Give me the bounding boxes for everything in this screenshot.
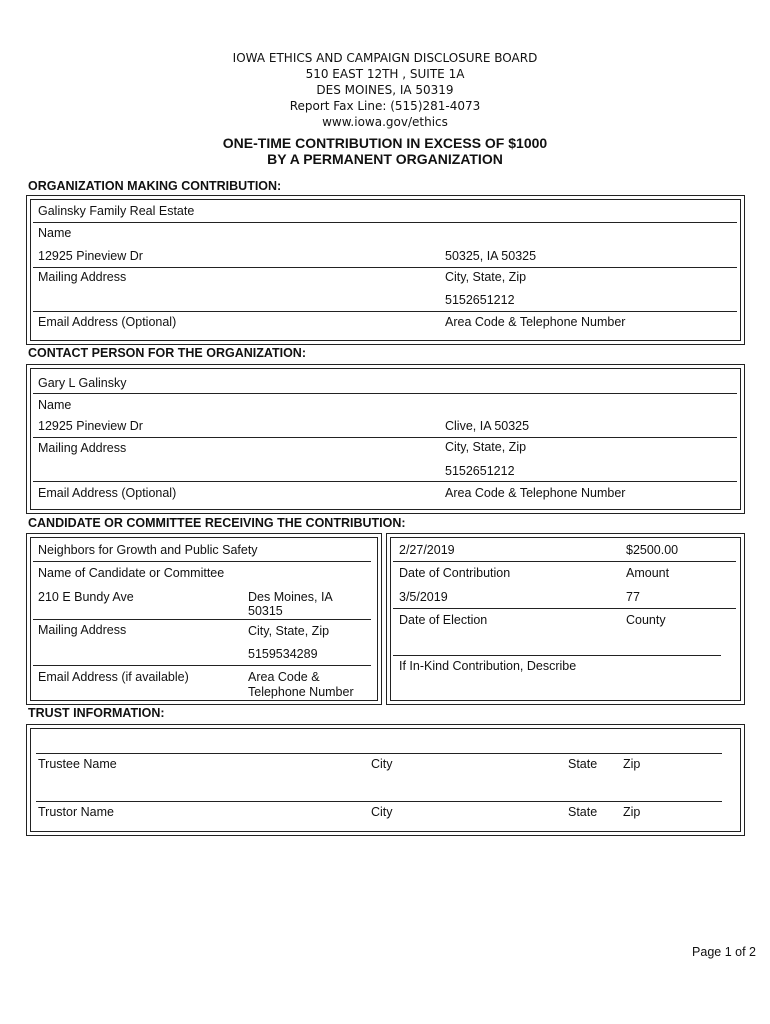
contact-email-line bbox=[33, 481, 737, 482]
trustor-zip-label: Zip bbox=[623, 805, 641, 819]
contact-csz-label: City, State, Zip bbox=[445, 440, 527, 454]
contribution-line bbox=[393, 561, 736, 562]
trustee-line bbox=[36, 753, 722, 754]
page-number: Page 1 of 2 bbox=[692, 945, 756, 959]
trustee-name-label: Trustee Name bbox=[38, 757, 117, 771]
org-csz-label: City, State, Zip bbox=[445, 270, 527, 284]
recipient-name-value: Neighbors for Growth and Public Safety bbox=[38, 543, 258, 557]
contact-name-value: Gary L Galinsky bbox=[38, 376, 127, 390]
recipient-address-line bbox=[33, 619, 371, 620]
org-phone-label: Area Code & Telephone Number bbox=[445, 315, 626, 329]
form-title-line2: BY A PERMANENT ORGANIZATION bbox=[267, 151, 503, 167]
recipient-name-label: Name of Candidate or Committee bbox=[38, 566, 225, 580]
inkind-label: If In-Kind Contribution, Describe bbox=[399, 659, 577, 673]
recipient-address-value: 210 E Bundy Ave bbox=[38, 590, 134, 604]
org-email-label: Email Address (Optional) bbox=[38, 315, 177, 329]
trustee-state-label: State bbox=[568, 757, 598, 771]
agency-city: DES MOINES, IA 50319 bbox=[316, 83, 454, 97]
election-line bbox=[393, 608, 736, 609]
contact-phone-label: Area Code & Telephone Number bbox=[445, 486, 626, 500]
county-label: County bbox=[626, 613, 666, 627]
contact-name-line bbox=[33, 393, 737, 394]
trustor-state-label: State bbox=[568, 805, 598, 819]
inkind-line bbox=[393, 655, 721, 656]
contact-address-label: Mailing Address bbox=[38, 441, 127, 455]
recipient-email-line bbox=[33, 665, 371, 666]
trust-section-label: TRUST INFORMATION: bbox=[28, 706, 165, 720]
org-name-line bbox=[33, 222, 737, 223]
recipient-csz-value-line2: 50315 bbox=[248, 604, 283, 618]
contact-name-label: Name bbox=[38, 398, 72, 412]
agency-website: www.iowa.gov/ethics bbox=[322, 115, 448, 129]
amount-value: $2500.00 bbox=[626, 543, 679, 557]
amount-label: Amount bbox=[626, 566, 670, 580]
recipient-phone-label-line1: Area Code & bbox=[248, 670, 320, 684]
agency-fax: Report Fax Line: (515)281-4073 bbox=[289, 99, 481, 113]
org-email-line bbox=[33, 311, 737, 312]
recipient-address-label: Mailing Address bbox=[38, 623, 127, 637]
recipient-csz-value-line1: Des Moines, IA bbox=[248, 590, 333, 604]
trustor-line bbox=[36, 801, 722, 802]
recipient-phone-label-line2: Telephone Number bbox=[248, 685, 354, 699]
recipient-phone-value: 5159534289 bbox=[248, 647, 318, 661]
contact-email-label: Email Address (Optional) bbox=[38, 486, 177, 500]
contact-section-label: CONTACT PERSON FOR THE ORGANIZATION: bbox=[28, 346, 306, 360]
contact-address-value: 12925 Pineview Dr bbox=[38, 419, 143, 433]
org-address-value: 12925 Pineview Dr bbox=[38, 249, 143, 263]
org-phone-value: 5152651212 bbox=[445, 293, 515, 307]
trust-box bbox=[26, 724, 745, 836]
recipient-section-label: CANDIDATE OR COMMITTEE RECEIVING THE CONTRIBUTION: bbox=[28, 516, 406, 530]
recipient-csz-label: City, State, Zip bbox=[248, 624, 330, 638]
date-election-value: 3/5/2019 bbox=[399, 590, 448, 604]
form-title-line1: ONE-TIME CONTRIBUTION IN EXCESS OF $1000 bbox=[222, 135, 548, 151]
contact-csz-value: Clive, IA 50325 bbox=[445, 419, 530, 433]
trustee-city-label: City bbox=[371, 757, 393, 771]
date-contribution-label: Date of Contribution bbox=[399, 566, 511, 580]
recipient-email-label: Email Address (if available) bbox=[38, 670, 189, 684]
agency-name: IOWA ETHICS AND CAMPAIGN DISCLOSURE BOARD bbox=[232, 51, 538, 65]
contact-phone-value: 5152651212 bbox=[445, 464, 515, 478]
agency-street: 510 EAST 12TH , SUITE 1A bbox=[305, 67, 465, 81]
date-election-label: Date of Election bbox=[399, 613, 488, 627]
trustor-name-label: Trustor Name bbox=[38, 805, 114, 819]
contact-address-line bbox=[33, 437, 737, 438]
trustee-zip-label: Zip bbox=[623, 757, 641, 771]
org-name-value: Galinsky Family Real Estate bbox=[38, 204, 195, 218]
organization-section-label: ORGANIZATION MAKING CONTRIBUTION: bbox=[28, 179, 282, 193]
org-address-label: Mailing Address bbox=[38, 270, 127, 284]
org-address-line bbox=[33, 267, 737, 268]
org-name-label: Name bbox=[38, 226, 72, 240]
org-csz-value: 50325, IA 50325 bbox=[445, 249, 537, 263]
date-contribution-value: 2/27/2019 bbox=[399, 543, 455, 557]
county-value: 77 bbox=[626, 590, 640, 604]
recipient-name-line bbox=[33, 561, 371, 562]
trustor-city-label: City bbox=[371, 805, 393, 819]
